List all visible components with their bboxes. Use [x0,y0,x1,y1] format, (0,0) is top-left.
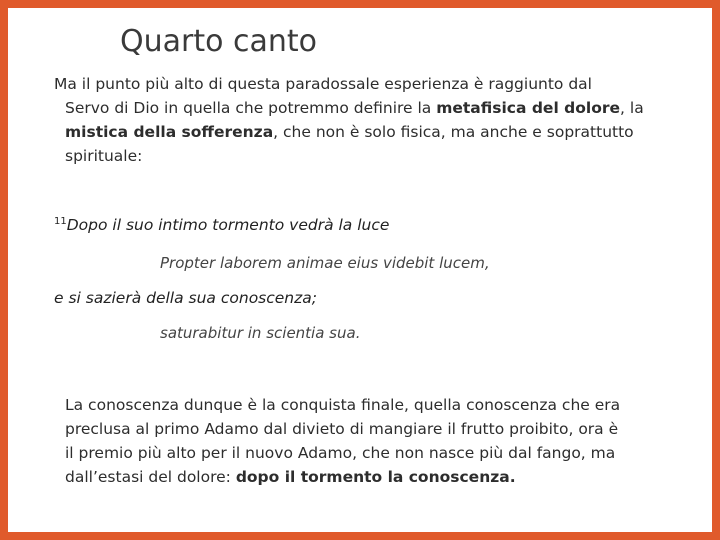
intro-line-3-text: , che non è solo fisica, ma anche e soprattutto [273,123,634,141]
slide [8,8,712,532]
verse-line-2: e si sazierà della sua conoscenza; [54,289,317,307]
verse-line-1 [54,216,389,234]
conclusion-line-3: il premio più alto per il nuovo Adamo, che non nasce più dal fango, ma [65,444,616,462]
intro-line-3 [54,120,674,144]
intro-line-2-end: , la [620,99,644,117]
slide-title: Quarto canto [120,24,318,59]
highlight-mistica: mistica della sofferenza [65,123,274,141]
verse-line-2-latin: saturabitur in scientia sua. [160,324,361,342]
intro-line-4: spirituale: [65,147,143,165]
verse-line-1-text: Dopo il suo intimo tormento vedrà la luce [66,216,390,234]
highlight-conclusion: dopo il tormento la conoscenza. [235,468,516,486]
intro-line-1: Ma il punto più alto di questa paradossale esperienza è raggiunto dal [54,75,592,93]
intro-paragraph [54,72,674,168]
verse-number: 11 [54,216,67,227]
conclusion-paragraph [65,393,665,489]
conclusion-line-1: La conoscenza dunque è la conquista finale, quella conoscenza che era [65,396,621,414]
conclusion-line-4-text: dall’estasi del dolore: [65,468,236,486]
highlight-metafisica: metafisica del dolore [436,99,621,117]
verse-line-1-latin: Propter laborem animae eius videbit lucem, [160,254,490,272]
conclusion-line-4 [65,465,665,489]
conclusion-line-2: preclusa al primo Adamo dal divieto di mangiare il frutto proibito, ora è [65,420,619,438]
intro-line-2 [54,96,674,120]
intro-line-2-text: Servo di Dio in quella che potremmo definire la [65,99,437,117]
